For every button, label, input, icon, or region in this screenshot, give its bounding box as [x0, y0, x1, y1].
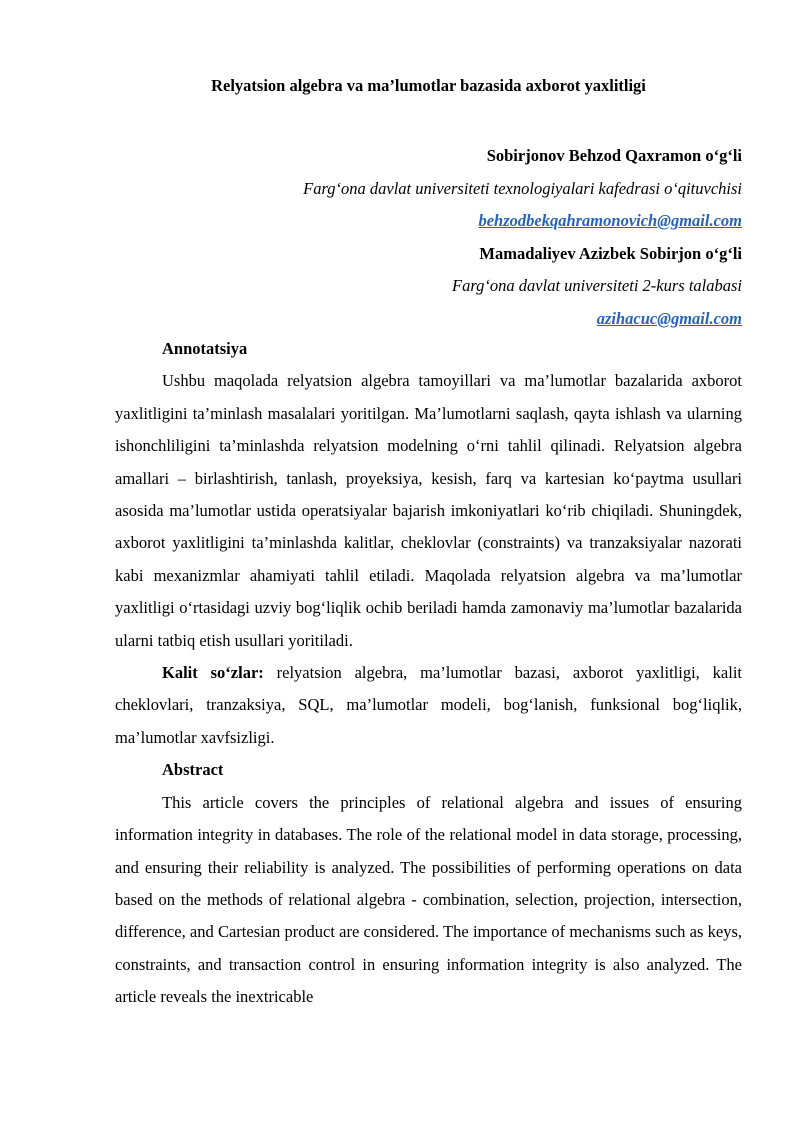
author-2-name: Mamadaliyev Azizbek Sobirjon o‘g‘li: [479, 243, 742, 263]
keywords-paragraph: [115, 657, 742, 754]
author-1-name: Sobirjonov Behzod Qaxramon o‘g‘li: [486, 146, 742, 165]
author-2-email-link[interactable]: azihacuc@gmail.com: [596, 308, 742, 328]
abstract-heading: Abstract: [162, 760, 224, 780]
author-block: [115, 140, 742, 335]
abstract-text: This article covers the principles of relational algebra and issues of ensuring information integrity in databases. The role of the relational model in data storage, processing, and ensuring their reliability is analyzed. The possibilities of performing operations on data based on the methods of relational algebra - combination, selection, projection, intersection, difference, and Cartesian product are considered. The importance of mechanisms such as keys, constraints, and transaction control in ensuring information integrity is also analyzed. The article reveals the inextricable: [115, 792, 742, 1007]
paper-title: Relyatsion algebra va ma’lumotlar bazasida axborot yaxlitligi: [211, 76, 646, 95]
annotation-text: Ushbu maqolada relyatsion algebra tamoyillari va ma’lumotlar bazalarida axborot yaxlitligini ta’minlash masalalari yoritilgan. Ma’lumotlarni saqlash, qayta ishlash va ularning ishonchliligini ta’minlashda relyatsion modelning o‘rni tahlil qilinadi. Relyatsion algebra amallari – birlashtirish, tanlash, proyeksiya, kesish, farq va kartesian ko‘paytma usullari asosida ma’lumotlar ustida operatsiyalar bajarish imkoniyatlari ko‘rib chiqiladi. Shuningdek, axborot yaxlitligini ta’minlashda kalitlar, cheklovlar (constraints) va tranzaksiyalar nazorati kabi mexanizmlar ahamiyati tahlil etiladi. Maqolada relyatsion algebra va ma’lumotlar yaxlitligi o‘rtasidagi uzviy bog‘liqlik ochib beriladi hamda zamonaviy ma’lumotlar bazalarida ularni tatbiq etish usullari yoritiladi.: [115, 371, 742, 650]
author-2-affiliation: Farg‘ona davlat universiteti 2-kurs talabasi: [452, 276, 742, 295]
author-1-affiliation: Farg‘ona davlat universiteti texnologiyalari kafedrasi o‘qituvchisi: [303, 178, 742, 198]
annotation-heading: Annotatsiya: [162, 339, 248, 358]
keywords-text: relyatsion algebra, ma’lumotlar bazasi, axborot yaxlitligi, kalit cheklovlari, tranzaksiya, SQL, ma’lumotlar modeli, bog‘lanish, funksional bog‘liqlik, ma’lumotlar xavfsizligi.: [115, 663, 743, 747]
keywords-label: Kalit so‘zlar:: [162, 663, 264, 683]
author-1-email-link[interactable]: behzodbekqahramonovich@gmail.com: [478, 211, 742, 230]
paper-body: [115, 333, 742, 1014]
